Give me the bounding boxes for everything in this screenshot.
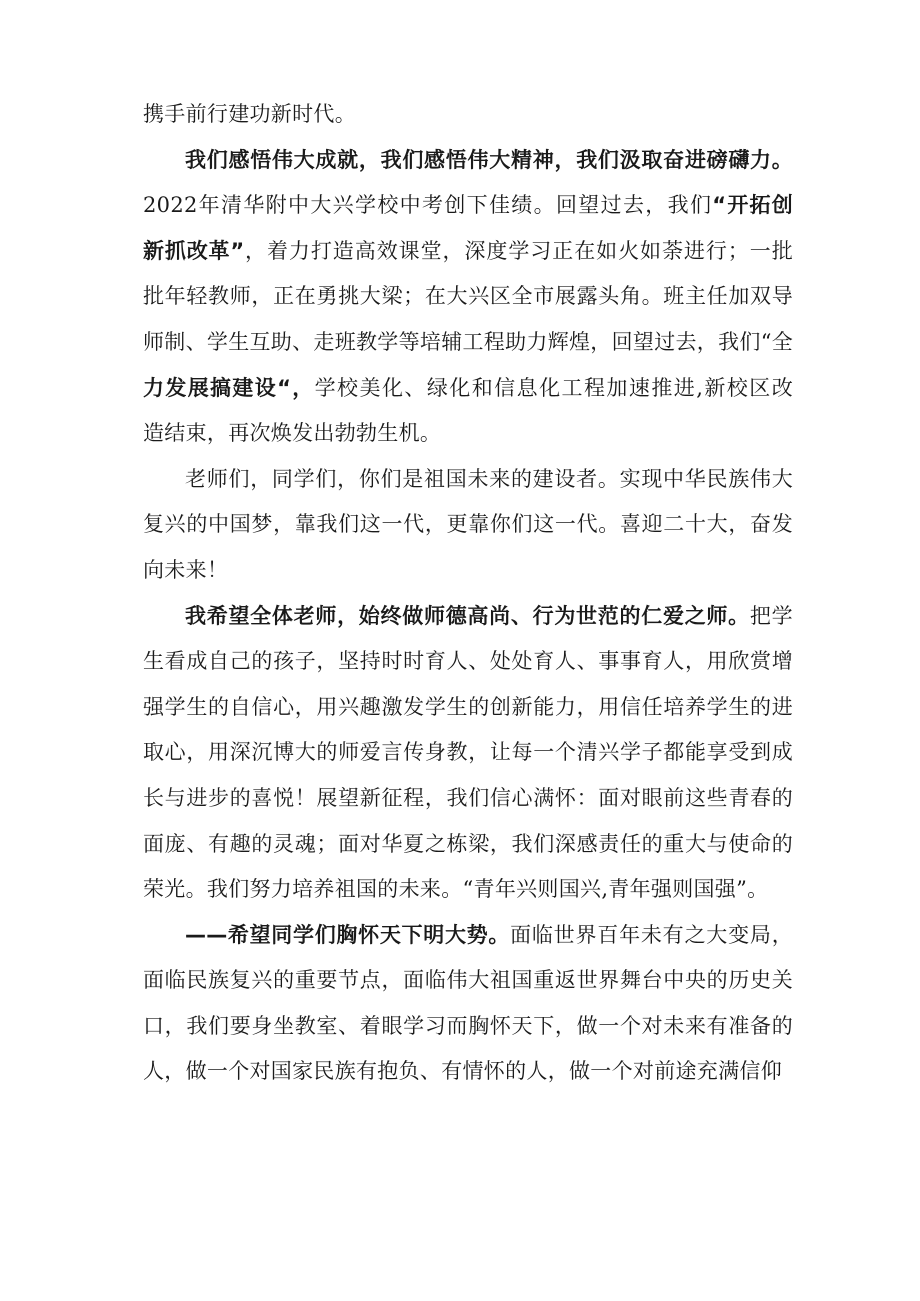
body-text-run: 面临民族复兴的重要节点，面临伟大祖国重返世界舞台中央的历史关 [143, 968, 793, 993]
paragraph [143, 594, 793, 913]
body-text-run: 向未来！ [143, 557, 229, 582]
text-line [143, 502, 793, 548]
body-text-run: 复兴的中国梦，靠我们这一代，更靠你们这一代。喜迎二十大，奋发 [143, 512, 793, 537]
body-text-run: 面庞、有趣的灵魂；面对华夏之栋梁，我们深感责任的重大与使命的 [143, 831, 793, 856]
body-text-run: 荣光。我们努力培养祖国的未来。“青年兴则国兴,青年强则国强”。 [143, 877, 769, 902]
body-text-run: 2022年清华附中大兴学校中考创下佳绩。回望过去，我们 [143, 193, 713, 218]
text-line [143, 229, 793, 275]
body-text-run: 造结束，再次焕发出勃勃生机。 [143, 421, 442, 446]
text-line [143, 958, 793, 1004]
bold-text: 新抓改革” [143, 238, 245, 263]
text-line [143, 274, 793, 320]
body-text-run: 师制、学生互助、走班教学等培辅工程助力辉煌，回望过去，我们“全 [143, 329, 794, 354]
body-text-run: 生看成自己的孩子，坚持时时育人、处处育人、事事育人，用欣赏增 [143, 649, 793, 674]
paragraph [143, 913, 793, 1095]
text-line [143, 685, 793, 731]
bold-text: 我希望全体老师，始终做师德高尚、行为世范的仁爱之师。 [185, 603, 750, 628]
body-text-run: 强学生的自信心，用兴趣激发学生的创新能力，用信任培养学生的进 [143, 694, 793, 719]
text-line [143, 1049, 793, 1095]
body-text-run: 人，做一个对国家民族有抱负、有情怀的人，做一个对前途充满信仰 [143, 1059, 782, 1084]
text-line [143, 822, 793, 868]
body-text-run: 把学 [749, 603, 793, 628]
body-text-run: 携手前行建功新时代。 [143, 102, 356, 126]
paragraph [143, 457, 793, 594]
text-line [143, 138, 793, 184]
text-line [143, 639, 793, 685]
paragraph [143, 138, 793, 457]
text-line [143, 411, 793, 457]
text-line [143, 320, 793, 366]
bold-text: “开拓创 [712, 193, 793, 218]
body-text-run: 批年轻教师，正在勇挑大梁；在大兴区全市展露头角。班主任加双导 [143, 284, 793, 309]
bold-text: ——希望同学们胸怀天下明大势。 [185, 922, 511, 947]
paragraph [143, 92, 793, 138]
body-text-run: 面临世界百年未有之大变局， [510, 922, 794, 947]
body-text-run: 学校美化、绿化和信息化工程加速推进,新校区改 [314, 375, 793, 400]
text-line [143, 183, 793, 229]
text-line [143, 867, 793, 913]
text-line [143, 594, 793, 640]
body-text-run: 取心，用深沉博大的师爱言传身教，让每一个清兴学子都能享受到成 [143, 740, 793, 765]
body-text [143, 92, 793, 1095]
bold-text: 我们感悟伟大成就，我们感悟伟大精神，我们汲取奋进磅礴力。 [185, 147, 793, 172]
text-line [143, 548, 793, 594]
body-text-run: 老师们，同学们，你们是祖国未来的建设者。实现中华民族伟大 [185, 466, 793, 491]
text-line [143, 366, 793, 412]
body-text-run: 口，我们要身坐教室、着眼学习而胸怀天下，做一个对未来有准备的 [143, 1013, 793, 1038]
text-line [143, 913, 793, 959]
body-text-run: 长与进步的喜悦！展望新征程，我们信心满怀：面对眼前这些青春的 [143, 785, 793, 810]
text-line [143, 730, 793, 776]
text-line [143, 457, 793, 503]
bold-text: 力发展搞建设“， [143, 375, 315, 400]
text-line [143, 92, 793, 138]
text-line [143, 776, 793, 822]
text-line [143, 1004, 793, 1050]
body-text-run: ，着力打造高效课堂，深度学习正在如火如荼进行；一批 [244, 238, 793, 263]
